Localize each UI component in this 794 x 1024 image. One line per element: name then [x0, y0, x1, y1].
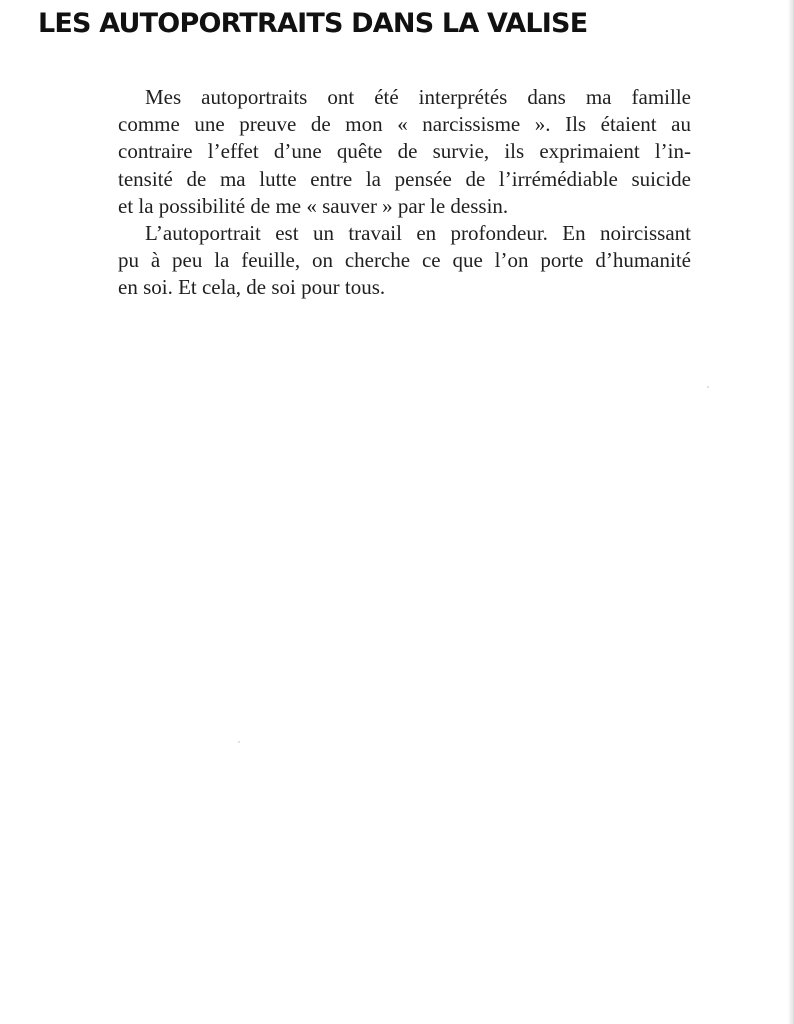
- page-edge-shadow: [788, 0, 794, 1024]
- text-line: contraire l’effet d’une quête de survie, ils exprimaient l’in-: [118, 139, 691, 164]
- text-line: Mes autoportraits ont été interprétés dans ma famille: [145, 85, 691, 109]
- text-line: en soi. Et cela, de soi pour tous.: [118, 275, 386, 300]
- paper-speck: [238, 741, 240, 743]
- text-line: pu à peu la feuille, on cherche ce que l’on porte d’humanité: [118, 248, 691, 273]
- text-line: tensité de ma lutte entre la pensée de l’irrémédiable suicide: [118, 166, 691, 191]
- text-line: et la possibilité de me « sauver » par le dessin.: [118, 193, 509, 218]
- paragraph-2: [91, 220, 691, 302]
- text-line: comme une preuve de mon « narcissisme ». Ils étaient au: [118, 112, 691, 137]
- body-text: [91, 84, 691, 302]
- text-line: L’autoportrait est un travail en profondeur. En noircissant: [145, 221, 691, 246]
- paragraph-1: [91, 84, 691, 220]
- paper-speck: [707, 386, 709, 388]
- chapter-title: LES AUTOPORTRAITS DANS LA VALISE: [38, 8, 588, 39]
